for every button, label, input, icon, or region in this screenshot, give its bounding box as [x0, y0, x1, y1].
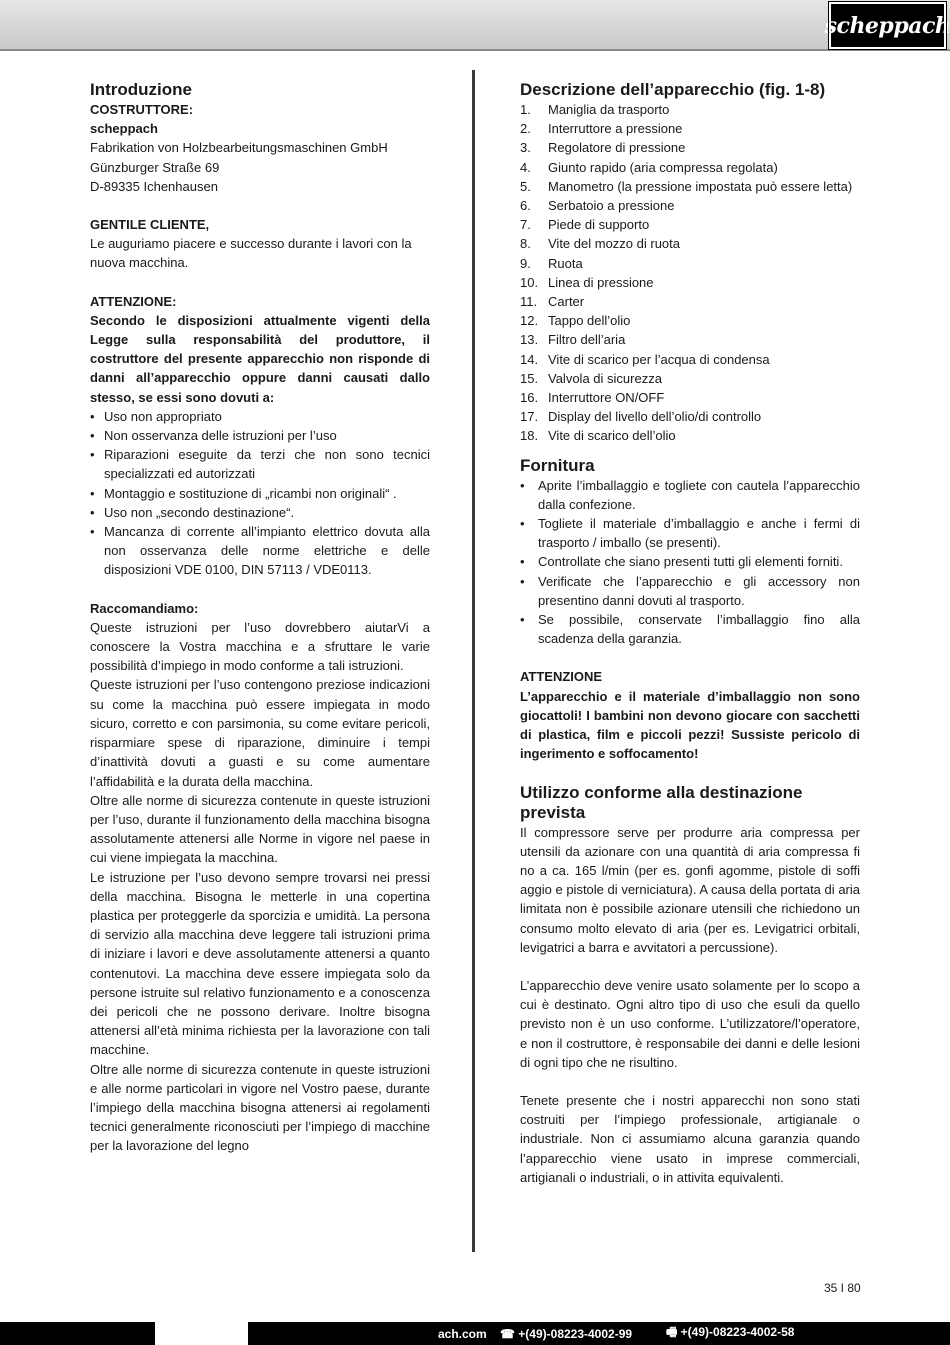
item-number: 3.	[520, 140, 531, 156]
item-number: 15.	[520, 370, 539, 386]
header-rule	[0, 49, 950, 51]
item-text: Maniglia da trasporto	[548, 102, 670, 117]
item-number: 9.	[520, 255, 531, 271]
customer-label: GENTILE CLIENTE,	[90, 217, 210, 233]
item-number: 8.	[520, 236, 531, 252]
right-column	[520, 80, 860, 1187]
footer-fax	[666, 1323, 794, 1344]
list-item	[520, 254, 860, 273]
fax-icon: 🖷	[666, 1325, 678, 1339]
list-item	[520, 407, 860, 426]
list-item	[520, 100, 860, 119]
list-item	[520, 234, 860, 253]
item-text: Tappo dell’olio	[548, 313, 631, 329]
list-item: • Non osservanza delle istruzioni per l’uso	[90, 426, 430, 445]
list-item	[520, 350, 860, 369]
item-text: Display del livello dell’olio/di controllo	[548, 409, 762, 425]
list-item	[520, 311, 860, 330]
header-band	[0, 0, 950, 50]
list-item	[520, 138, 860, 157]
paragraph: Oltre alle norme di sicurezza contenute in queste istruzioni e alle norme particolari in vigore nel Vostro paese, durante l’impiego della macchina bisogna attenersi ai regolamenti tecnici generalmente riconosciuti per l’impiego di macchine per la lavorazione del legno	[90, 1061, 430, 1154]
item-text: Linea di pressione	[548, 274, 654, 290]
item-number: 14.	[520, 351, 539, 367]
list-item	[520, 330, 860, 349]
item-number: 11.	[520, 294, 538, 310]
supply-list	[520, 476, 860, 649]
item-text: Vite di scarico dell’olio	[548, 428, 676, 444]
list-item	[520, 273, 860, 292]
item-number: 18.	[520, 428, 539, 444]
footer-bar-left	[0, 1322, 155, 1345]
intro-title: Introduzione	[90, 80, 192, 99]
item-number: 5.	[520, 178, 531, 194]
footer-phone	[500, 1327, 632, 1341]
warning-label: ATTENZIONE	[520, 669, 603, 685]
list-item: • Riparazioni eseguite da terzi che non sono tecnici specializzati ed autorizzati	[90, 445, 430, 483]
left-column	[90, 80, 430, 1156]
footer-website[interactable]: ach.com	[438, 1326, 487, 1341]
fax-number: +(49)-08223-4002-58	[680, 1325, 795, 1339]
list-item: • Mancanza di corrente all’impianto elettrico dovuta alla non osservanza delle norme elettriche e delle disposizioni VDE 0100, DIN 57113 / VDE0113.	[90, 522, 430, 580]
item-text: Interruttore a pressione	[548, 121, 683, 137]
list-item	[520, 196, 860, 215]
list-item	[520, 369, 860, 388]
item-number: 1.	[520, 102, 531, 117]
list-item	[520, 426, 860, 445]
intended-use-title: Utilizzo conforme alla destinazione prevista	[520, 782, 803, 822]
brand-logo	[824, 2, 950, 49]
list-item	[520, 292, 860, 311]
list-item	[520, 119, 860, 138]
manufacturer-name: scheppach	[90, 121, 158, 137]
item-number: 10.	[520, 274, 539, 290]
customer-text: Le auguriamo piacere e successo durante i lavori con la nuova macchina.	[90, 236, 412, 271]
list-item: • Montaggio e sostituzione di „ricambi non originali“ .	[90, 484, 430, 503]
item-text: Filtro dell’aria	[548, 332, 626, 348]
footer-bar-right	[248, 1322, 950, 1345]
item-number: 17.	[520, 409, 539, 425]
parts-list	[520, 100, 860, 446]
list-item: • Uso non appropriato	[90, 407, 430, 426]
item-text: Giunto rapido (aria compressa regolata)	[548, 159, 778, 175]
list-item	[520, 158, 860, 177]
address-line: Günzburger Straße 69	[90, 159, 220, 175]
item-number: 4.	[520, 159, 531, 175]
phone-icon: ☎	[500, 1326, 515, 1341]
item-text: Manometro (la pressione impostata può essere letta)	[548, 178, 853, 194]
list-item: • Uso non „secondo destinazione“.	[90, 503, 430, 522]
list-item	[520, 177, 860, 196]
item-text: Regolatore di pressione	[548, 140, 686, 156]
item-text: Ruota	[548, 255, 583, 271]
item-text: Valvola di sicurezza	[548, 370, 662, 386]
recommend-label: Raccomandiamo:	[90, 600, 199, 616]
description-title: Descrizione dell’apparecchio (fig. 1-8)	[520, 80, 826, 99]
attention-text: Secondo le disposizioni attualmente vigenti della Legge sulla responsabilità del produttore, il costruttore del presente apparecchio non risponde di danni all’apparecchio oppure danni causati dallo stesso, se essi sono dovuti a:	[90, 312, 430, 405]
list-item: • Se possibile, conservate l’imballaggio fino alla scadenza della garanzia.	[520, 610, 860, 648]
phone-number: +(49)-08223-4002-99	[518, 1326, 633, 1341]
paragraph: Queste istruzioni per l’uso contengono preziose indicazioni su come la macchina può essere impiegata in modo sicuro, corretto e con parsimonia, su come evitare pericoli, risparmiare spese di riparazione, diminuire i tempi d’inattività dovuti a guasti e su come aumentare l’affidabilità e la durata della macchina.	[90, 677, 430, 789]
paragraph: L’apparecchio deve venire usato solamente per lo scopo a cui è destinato. Ogni altro tipo di uso che esuli da quello previsto non è un uso conforme. L’utilizzatore/l’operatore, e non il costruttore, è responsabile dei danni e delle lesioni di ogni tipo che ne risultino.	[520, 977, 860, 1070]
list-item: • Controllate che siano presenti tutti gli elementi forniti.	[520, 552, 860, 571]
page-number: 35 I 80	[824, 1281, 861, 1295]
item-text: Serbatoio a pressione	[548, 198, 675, 214]
item-text: Piede di supporto	[548, 217, 650, 233]
item-text: Vite del mozzo di ruota	[548, 236, 680, 252]
column-divider	[472, 70, 475, 1252]
supply-title: Fornitura	[520, 455, 595, 475]
item-number: 12.	[520, 313, 539, 329]
list-item: • Verificate che l’apparecchio e gli accessory non presentino danni dovuti al trasporto.	[520, 572, 860, 610]
paragraph: Oltre alle norme di sicurezza contenute in queste istruzioni per l’uso, durante il funzionamento della macchina bisogna assolutamente attenersi alle Norme in vigore nel paese in cui viene impiegata la macchina.	[90, 792, 430, 866]
item-number: 7.	[520, 217, 531, 233]
item-number: 6.	[520, 198, 531, 214]
list-item	[520, 388, 860, 407]
paragraph: Il compressore serve per produrre aria compressa per utensili da azionare con una quantità di aria compressa fi no a ca. 165 l/min (per es. gonfi agomme, pistole di soffi aggio e pistole di verniciatura). A causa della portata di aria limitata non è possibile azionare utensili che richiedono un consumo molto elevato di aria (per es. Levigatrici orbitali, levigatrici a barra e avvitatori a percussione).	[520, 824, 860, 955]
list-item	[520, 215, 860, 234]
list-item: • Togliete il materiale d’imballaggio e anche i fermi di trasporto / imballo (se presenti).	[520, 514, 860, 552]
paragraph: Tenete presente che i nostri apparecchi non sono stati costruiti per l’impiego professionale, artigianale o industriale. Non ci assumiamo alcuna garanzia quando l’apparecchio viene usato in imprese commerciali, artigianali o industriali, o in attivita equivalenti.	[520, 1092, 860, 1185]
item-text: Vite di scarico per l’acqua di condensa	[548, 351, 770, 367]
paragraph: Queste istruzioni per l’uso dovrebbero aiutarVi a conoscere la Vostra macchina e a sfruttare le varie possibilità d’impiego in modo conforme a tali istruzioni.	[90, 619, 430, 674]
attention-label: ATTENZIONE:	[90, 293, 177, 309]
address-line: D-89335 Ichenhausen	[90, 178, 218, 194]
logo-text: scheppach	[824, 12, 950, 39]
liability-causes-list	[90, 407, 430, 580]
item-text: Interruttore ON/OFF	[548, 390, 665, 406]
warning-text: L’apparecchio e il materiale d’imballaggio non sono giocattoli! I bambini non devono giocare con sacchetti di plastica, film e piccoli pezzi! Sussiste pericolo di ingerimento e soffocamento!	[520, 688, 860, 762]
item-number: 2.	[520, 121, 531, 137]
item-number: 13.	[520, 332, 539, 348]
item-text: Carter	[548, 294, 585, 310]
item-number: 16.	[520, 390, 539, 406]
list-item: • Aprite l’imballaggio e togliete con cautela l’apparecchio dalla confezione.	[520, 476, 860, 514]
paragraph: Le istruzione per l’uso devono sempre trovarsi nei pressi della macchina. Bisogna le metterle in una copertina plastica per proteggerle da sporcizia e umidità. La persona di servizio alla macchina deve leggere tali istruzioni prima di iniziare i lavori e deve assolutamente attenersi a quanto contenutovi. La macchina deve essere impiegata solo da persone istruite sul relativo funzionamento e a conoscenza dei pericoli che ne possono derivare. Inoltre bisogna attenersi all’età minima richiesta per la lavorazione con tali macchine.	[90, 869, 430, 1058]
manufacturer-label: COSTRUTTORE:	[90, 102, 194, 117]
address-line: Fabrikation von Holzbearbeitungsmaschinen GmbH	[90, 140, 388, 156]
